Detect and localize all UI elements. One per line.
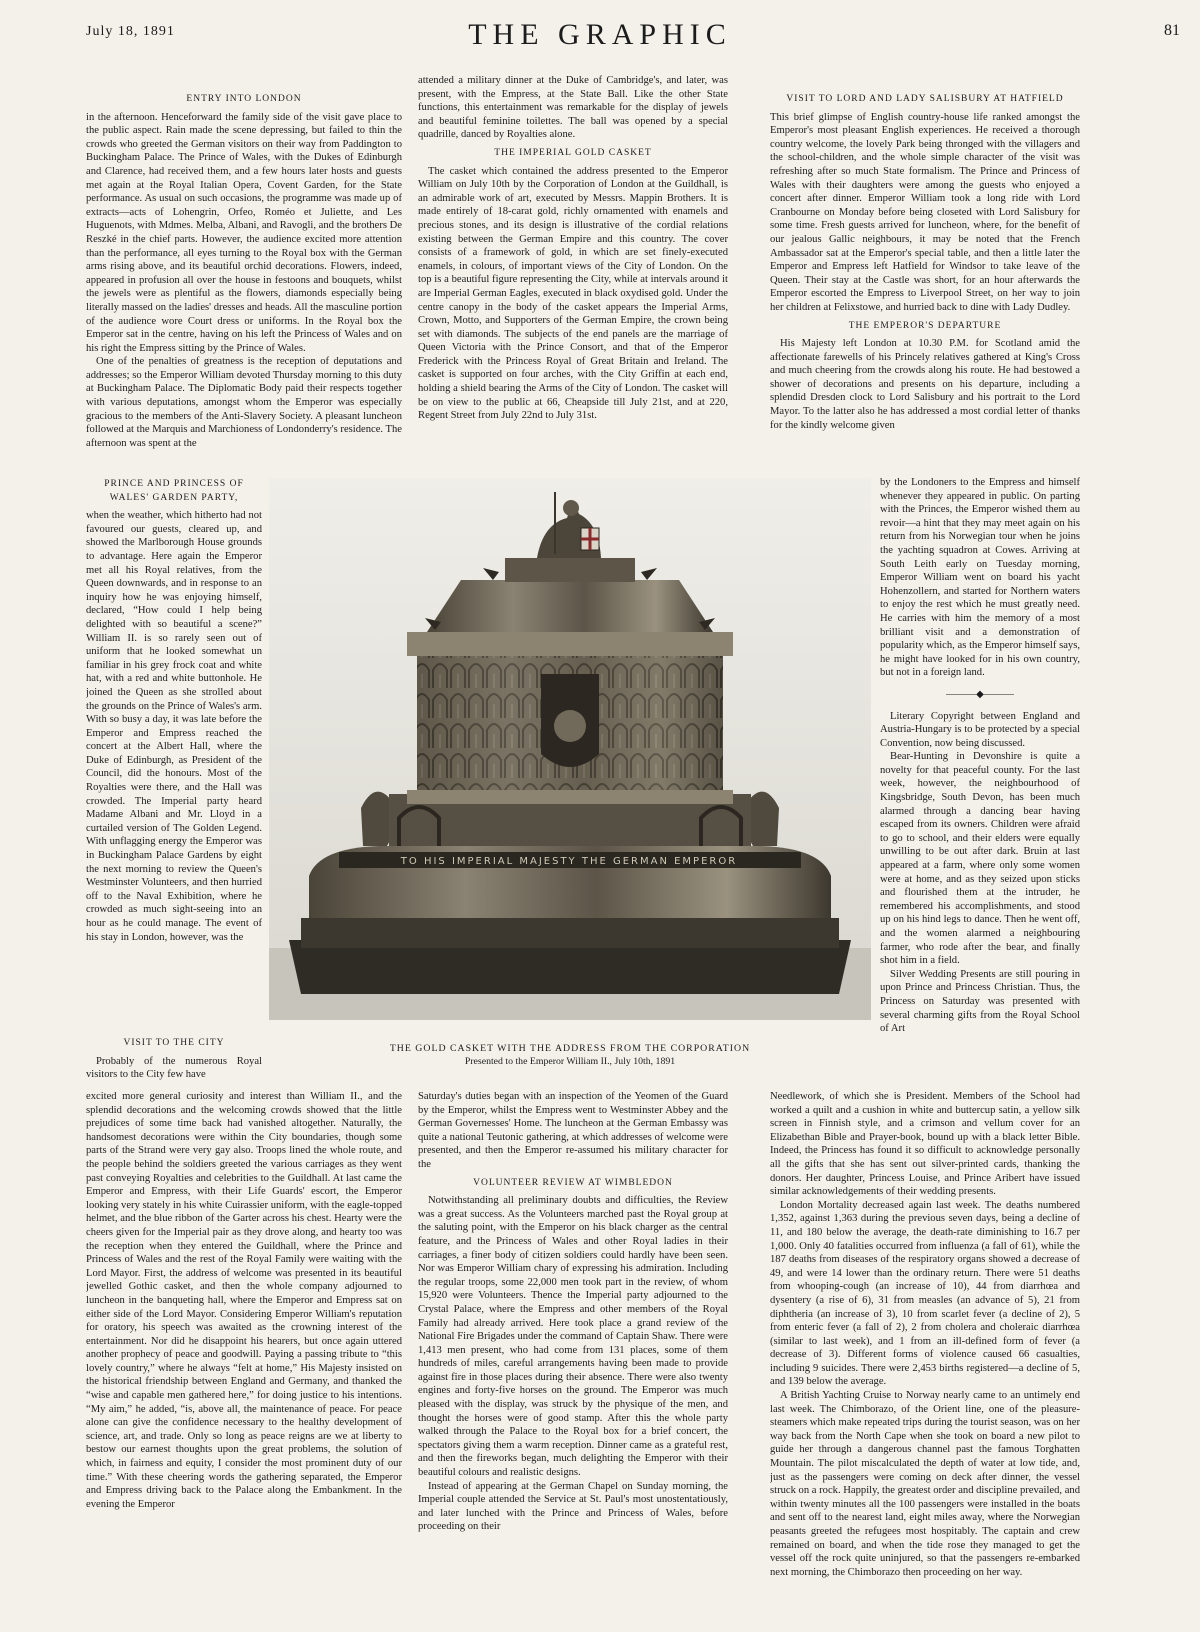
column-1-wrap (86, 473, 262, 1031)
column-3-bottom (770, 1090, 1080, 1610)
column-1-top (86, 88, 402, 470)
paragraph: London Mortality decreased again last week. The deaths numbered 1,352, against 1,363 during the previous seven days, being a decline of 11, and 180 below the average, the death-rate diminishing to 16.7 per 1,000. Only 40 fatalities occurred from influenza (a fall of 61), while the 187 deaths from diseases of the respiratory organs showed a decrease of 49, and were 14 lower than the ordinary return. There were 51 deaths from whooping-cough (an increase of 10), 44 from diarrhœa and dysentery (a rise of 6), 31 from measles (an advance of 5), 21 from diphtheria (an increase of 3), 10 from scarlet fever (a decline of 2), 5 from enteric fever (a fall of 2), 2 from cholera and choleraic diarrhœa (similar to last week), and 1 from an ill-defined form of fever (a decrease of 3). Different forms of violence caused 66 casualties, including 9 suicides. There were 2,453 births registered—a decline of 5, and 139 below the average. (770, 1199, 1080, 1388)
column-1-bottom (86, 1090, 402, 1610)
section-heading: THE EMPEROR'S DEPARTURE (848, 320, 1002, 331)
section-heading: VISIT TO THE CITY (123, 1038, 225, 1048)
figure-caption (269, 1043, 871, 1067)
paragraph: Needlework, of which she is President. Members of the School had worked a quilt and a cushion in white and buttercup satin, a yellow silk screen in Finnish style, and a crimson and vellum cover for an Elizabethan Bible and Prayer-book, bound up with a black letter Bible. Indeed, the Princess has found it so difficult to acknowledge personally all the gifts that she has sent out silver-printed cards, thanking the donors. Her daughter, Princess Louise, and Prince Aribert have issued similar acknowledgements of their wedding presents. (770, 1091, 1080, 1198)
caption-title: THE GOLD CASKET WITH THE ADDRESS FROM THE CORPORATION (389, 1043, 751, 1054)
paragraph: excited more general curiosity and interest than William II., and the splendid decorations and the welcoming crowds showed that the little prejudices of some time back had vanished altogether. Naturally, the handsomest decorations were within the City boundaries, though some parts of the Strand were very gay also. Troops lined the whole route, and the people behind the soldiers greeted the various carriages as they went past conveying Royalties and celebrities to the Guildhall. At last came the Emperor and Empress, with their Life Guards' escort, the Emperor looking very stately in his white Cuirassier uniform, with the eagle-topped helmet, and the blue ribbon of the Garter across his chest. Hearty were the cheers given for the Imperial pair as they drove along, and hearty too was the reception when they entered the Guildhall, where the Prince and Princess of Wales and the rest of the Royal Family were waiting with the Lord Mayor. First, the address of welcome was presented in its beautiful jewelled Gothic casket, and then the whole company adjourned to luncheon in the banqueting hall, where the Emperor and Empress sat on either side of the Lord Mayor. Considering Emperor William's reputation for oratory, his speech was awaited as the crowning interest of the entertainment. Nor did he disappoint his hearers, but once again uttered another prophecy of peace and goodwill. Paying a passing tribute to “this lovely country,” where he always “felt at home,” His Majesty insisted on the historical friendship between England and Germany, and thanked the “wise and capable men gathered here,” for doing justice to his intentions. “My aim,” he added, “is, above all, the maintenance of peace. For peace alone can give the confidence necessary to the healthy development of science, art, and trade. Only so long as peace reigns are we at liberty to bestow our earnest thoughts upon the great problems, the solution of which, in fairness and equity, I consider the most prominent duty of our time.” With these cheering words the gathering separated, the Emperor and Empress driving back to the Palace along the Embankment. In the evening the Emperor (86, 1091, 402, 1510)
paragraph: Bear-Hunting in Devonshire is quite a novelty for that peaceful county. For the last week, however, the neighbourhood of Kingsbridge, South Devon, has been much alarmed through a dancing bear having escaped from its owners. Children were afraid to go to school, and their elders were equally unwilling to be out after dark. Bruin at last appeared at a farm, where only some women were at home, and as they seized upon sticks and flourished them at the intruder, he remembered his accomplishments, and stood up on his hind legs to dance. Then he went off, and the women alarmed a neighbouring farmer, who rode after the bear, and finally shot him in a field. (880, 751, 1080, 967)
issue-date: July 18, 1891 (86, 24, 175, 39)
paragraph: The casket which contained the address presented to the Emperor William on July 10th by the Corporation of London at the Guildhall, is an admirable work of art, executed by Messrs. Mappin Brothers. It is made entirely of 18-carat gold, richly ornamented with enamels and precious stones, and its design is illustrative of the cordial relations existing between the German Empire and this country. The cover consists of a framework of gold, in which are set finely-executed enamels, in colours, of important views of the City of London. On the top is a beautiful figure representing the City, while at intervals around it are Imperial German Eagles, executed in black oxydised gold. Under the centre canopy in the body of the casket appears the Imperial Arms, Crown, Motto, and Supporters of the German Empire, the crown being set with diamonds. The subjects of the end panels are the marriage of Queen Victoria with the Prince Consort, and that of the Emperor Frederick with the Princess Royal of Great Britain and Ireland. The casket is supported on four arches, with the City Griffin at each end, holding a shield bearing the Arms of the City of London. The casket will be on view to the public at 66, Cheapside till July 21st, and at 220, Regent Street from July 22nd to July 31st. (418, 165, 728, 422)
paragraph: His Majesty left London at 10.30 P.M. for Scotland amid the affectionate farewells of his Princely relatives gathered at King's Cross and much cheering from the crowds along his route. He had bestowed a shower of decorations and presents on his departure, including a splendid Dresden clock to Lord Salisbury and his portrait to the Lord Mayor. To the latter also he has addressed a most cordial letter of thanks for the kindly welcome given (770, 338, 1080, 431)
caption-subtitle: Presented to the Emperor William II., July 10th, 1891 (464, 1056, 676, 1067)
section-heading: ENTRY INTO LONDON (186, 94, 302, 104)
paragraph: A British Yachting Cruise to Norway nearly came to an untimely end last week. The Chimborazo, of the Orient line, one of the pleasure-steamers which make repeated trips during the tourist season, was on her way back from the North Cape when she took on board a new pilot to guide her through a dangerous channel past the famous Torghatten Mountain. The pilot miscalculated the depth of water at low tide, and, just as the passengers were coming on deck after dinner, the vessel struck on a rock. Happily, the greatest order and discipline prevailed, and within twenty minutes all the 100 passengers were installed in the boats and sent off to the nearest land, eight miles away, where the Norwegian peasants greeted the refugees most hospitably. The captain and crew remained on board, and when the tide rose they managed to get the vessel off the rock quite uninjured, so that the passengers re-embarked next morning, the Chimborazo then proceeding on her way. (770, 1390, 1080, 1578)
paragraph: Probably of the numerous Royal visitors to the City few have (86, 1055, 262, 1081)
section-heading: VISIT TO LORD AND LADY SALISBURY AT HATFIELD (786, 94, 1064, 104)
paragraph: Notwithstanding all preliminary doubts and difficulties, the Review was a great success. As the Volunteers marched past the Royal group at the saluting point, with the Emperor on his black charger as the central feature, and the Princess of Wales and other Royal ladies in their carriages, a finer body of citizen soldiers could hardly have been seen. Nor was Emperor William chary of expressing his admiration. Including the regular troops, some 22,000 men took part in the review, of whom 15,920 were Volunteers. Thence the Imperial party adjourned to the Crystal Palace, where the Empress and other members of the Royal Family had already arrived. Here took place a grand review of the National Fire Brigades under the command of Captain Shaw. There were 1,413 men present, who had come from 131 places, some of them hundreds of miles, careful arrangements having been made to provide against fire in those places during their absence. There were also twenty engines and forty-five horses on the ground. The Emperor was much pleased with the display, was struck by the physique of the men, and thought the horses were of good stamp. After this the whole party walked through the Palace to the Royal box for a brief concert, the spectators giving them a warm reception. Dinner came as a grateful rest, and then the fireworks began, much delighting the Emperor with their beautiful colours and realistic designs. (418, 1195, 728, 1479)
section-heading: PRINCE AND PRINCESS OF WALES' GARDEN PARTY, (104, 479, 244, 503)
section-heading: THE IMPERIAL GOLD CASKET (494, 147, 652, 158)
paragraph: in the afternoon. Henceforward the family side of the visit gave place to the public aspect. Rain made the scene depressing, but failed to thin the crowds who greeted the German visitors on their way from Paddington to Buckingham Palace. The Prince of Wales, with the Dukes of Edinburgh and Clarence, had received them, and a few hours later hosts and guests met again at the Royal Italian Opera, Covent Garden, for the State performance. As usual on such occasions, the programme was made up of extracts—acts of Lohengrin, Orfeo, Roméo et Juliette, and Les Huguenots, with Mdmes. Melba, Albani, and Ravogli, and the brothers De Reszké in the chief parts. However, the audience excited more attention than the performance, all eyes turning to the Royal box with the German arms rising above, and its beautiful orchid decorations. Flowers, indeed, appeared in profusion all over the house in festoons and bouquets, whilst the jewels were as plentiful as the flowers, diamonds especially being literally massed on the ladies' dresses and heads. All the masculine portion of the audience wore Court dress or uniforms. In the Royal box the Emperor sat in the centre, having on his left the Princess of Wales and on his right the Empress sitting by the Prince of Wales. (86, 111, 402, 354)
paragraph: Silver Wedding Presents are still pouring in upon Prince and Princess Christian. Thus, the Princess on Saturday was presented with several charming gifts from the Royal School of Art (880, 968, 1080, 1035)
page-number: 81 (1164, 22, 1180, 39)
casket-illustration (269, 478, 871, 1020)
column-3-wrap (880, 476, 1080, 1090)
section-heading: VOLUNTEER REVIEW AT WIMBLEDON (473, 1177, 673, 1188)
publication-title: THE GRAPHIC (468, 18, 732, 51)
paragraph: This brief glimpse of English country-house life ranked amongst the Emperor's most pleasant English experiences. He received a thorough country welcome, the lovely Park being thronged with the villagers and the school-children, and the whole simple character of the visit was refreshing after so much State formalism. The Prince and Princess of Wales with their daughters were among the guests who enjoyed a concert after dinner. Emperor William took a long ride with Lord Cranbourne on Monday before being closeted with Lord Salisbury for some time. Fresh guests arrived for luncheon, where, for the benefit of our jealous Gallic neighbours, it may be noted that the French Ambassador sat at the Emperor's special table, and then a little later the Emperor and Empress left Hatfield for Windsor to take leave of the Queen. Their stay at the Castle was short, for an hour afterwards the Emperor escorted the Empress to Liverpool Street, on her way to join her children at Felixstowe, and hurried back to dine with Lady Dudley. (770, 111, 1080, 313)
gold-casket-engraving (269, 478, 871, 1020)
paragraph: One of the penalties of greatness is the reception of deputations and addresses; so the Emperor William devoted Thursday morning to this duty at Buckingham Palace. The Diplomatic Body paid their respects together with various deputations, amongst whom the Emperor was especially gracious to the members of the Anti-Slavery Society. A pleasant luncheon followed at the Marquis and Marchioness of Londonderry's residence. The afternoon was spent at the (86, 356, 402, 449)
section-divider: ———◆——— (946, 688, 1014, 700)
column-2-bottom (418, 1090, 728, 1610)
paragraph: by the Londoners to the Empress and himself whenever they appeared in public. On parting with the Princes, the Emperor wished them au revoir—a hint that they may meet again on his return from his Norwegian tour when he joins the yachting squadron at Cowes. Arriving at South Leith early on Tuesday morning, Emperor William went on board his yacht Hohenzollern, and started for Northern waters to enjoy the rest which he must greatly need. He carries with him the memory of a most brilliant visit and a demonstration of popularity which, as the Emperor himself says, he might have looked for in his own country, but not in a foreign land. (880, 477, 1080, 679)
column-3-top (770, 88, 1080, 474)
plinth-inscription: TO HIS IMPERIAL MAJESTY THE GERMAN EMPEROR (400, 856, 738, 867)
masthead (0, 14, 1200, 54)
paragraph: Saturday's duties began with an inspection of the Yeomen of the Guard by the Emperor, whilst the Empress went to Westminster Abbey and the German Governesses' Home. The luncheon at the German Embassy was quite a national Teutonic gathering, at which addresses of welcome were presented, and then the Emperor re-assumed his military character for the (418, 1091, 728, 1170)
column-1-city (86, 1032, 262, 1090)
paragraph: attended a military dinner at the Duke of Cambridge's, and later, was present, with the Empress, at the State Ball. Like the other State functions, this entertainment was remarkable for the display of jewels and beautiful feminine toilettes. The ball was opened by a special quadrille, danced by Royalties alone. (418, 75, 728, 141)
paragraph: Instead of appearing at the German Chapel on Sunday morning, the Imperial couple attended the Service at St. Paul's most unostentatiously, and later lunched with the Prince and Princess of Wales, before proceeding on their (418, 1480, 728, 1533)
column-2-top (418, 74, 728, 470)
paragraph: Literary Copyright between England and Austria-Hungary is to be protected by a special Convention, now being discussed. (880, 710, 1080, 749)
paragraph: when the weather, which hitherto had not favoured our guests, cleared up, and showed the Marlborough House grounds to advantage. Here again the Emperor met all his Royal relatives, from the Queen downwards, and in response to an inquiry how he was enjoying himself, declared, “How could I help being delighted with so beautiful a scene?” William II. is so rarely seen out of uniform that he looked somewhat un familiar in his grey frock coat and white hat, with a red and white buttonhole. He joined the Queen as she strolled about the grounds on the Prince of Wales's arm. With so busy a day, it was late before the Emperor and Empress reached the concert at the Albert Hall, where the Duke of Edinburgh, as President of the Council, did the honours. Most of the Royalties were there, and the Hall was crowded. The Imperial party heard Madame Albani and Mr. Lloyd in a curtailed version of The Golden Legend. With unflagging energy the Emperor was in Buckingham Palace Gardens by eight the next morning to review the Queen's Westminster Volunteers, and then hurried off to the Naval Exhibition, where he crowded as much sight-seeing into an hour as he could manage. The event of his stay in London, however, was the (86, 510, 262, 943)
